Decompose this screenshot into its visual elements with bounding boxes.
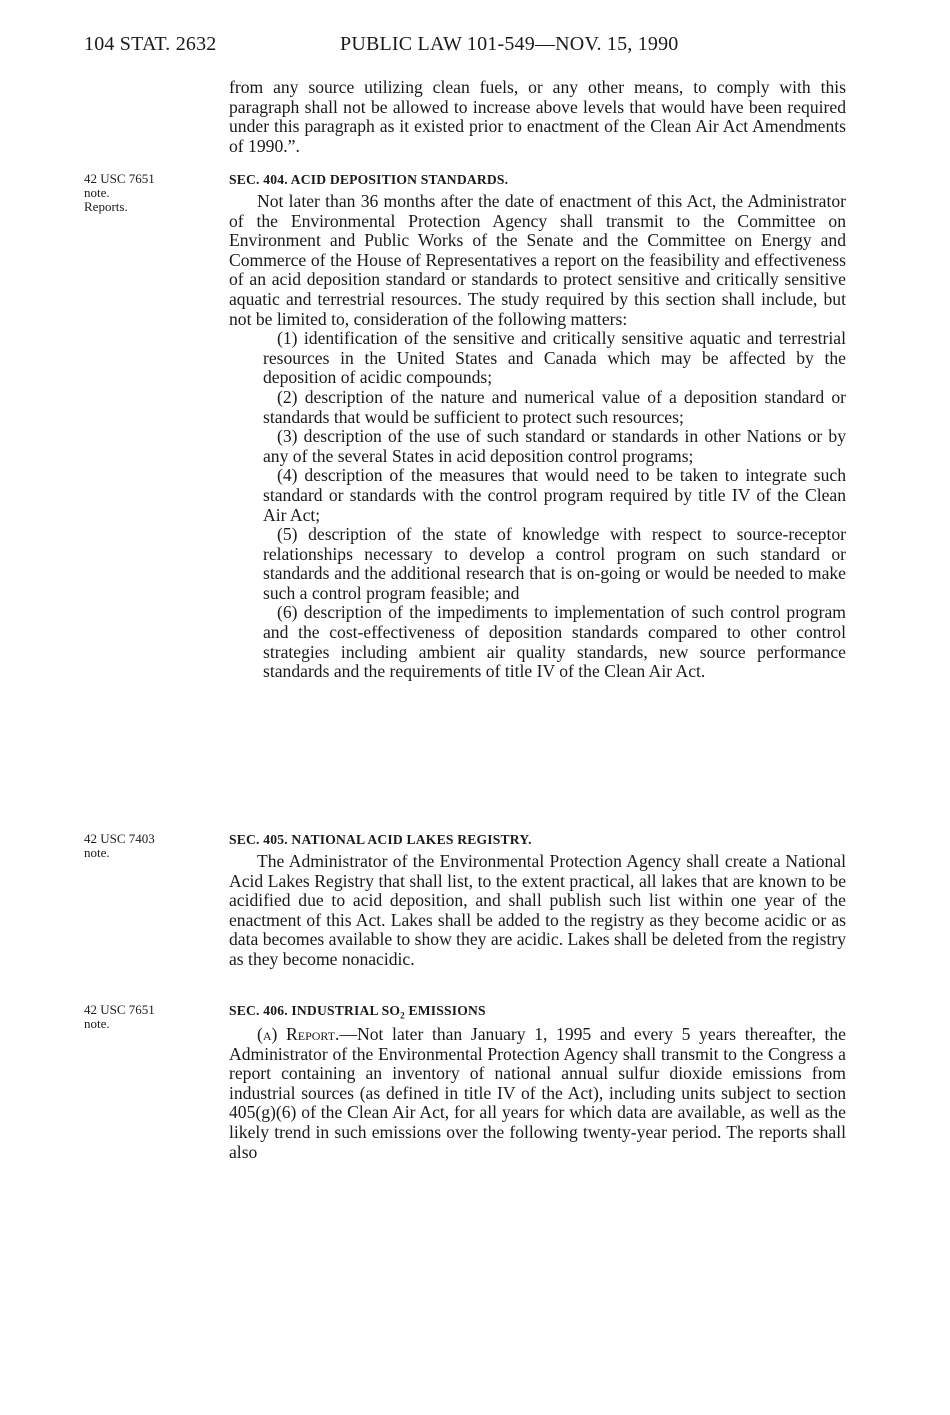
sec406-body xyxy=(229,1025,846,1162)
section-heading-404: SEC. 404. ACID DEPOSITION STANDARDS. xyxy=(229,172,509,187)
sec404-item-5: (5) description of the state of knowledge with respect to source-receptor relationships necessary to develop a control program on such standard or standards and the additional research that is on-going or would be needed to make such a control program feasible; and xyxy=(263,524,846,603)
sec406-paragraph xyxy=(229,1025,846,1162)
intro-paragraph: from any source utilizing clean fuels, or any other means, to comply with this paragraph shall not be allowed to increase above levels that would have been required under this paragraph as it existed prior to enactment of the Clean Air Act Amendments of 1990.”. xyxy=(229,77,846,156)
sec404-body xyxy=(229,192,846,682)
intro-paragraph-block xyxy=(229,78,846,156)
sec405-paragraph: The Administrator of the Environmental Protection Agency shall create a National Acid Lakes Registry that shall list, to the extent practical, all lakes that are known to be acidified due to acid deposition, and shall publish such list within one year of the enactment of this Act. Lakes shall be added to the registry as they become acidic or as data becomes available to show they are acidic. Lakes shall be deleted from the registry as they become nonacidic. xyxy=(229,851,847,969)
sec404-item-2: (2) description of the nature and numerical value of a deposition standard or standards that would be sufficient to protect such resources; xyxy=(263,386,846,427)
public-law-title: PUBLIC LAW 101-549—NOV. 15, 1990 xyxy=(340,33,679,55)
sec404-item-6: (6) description of the impediments to implementation of such control program and the cost-effectiveness of deposition standards compared to other control strategies including ambient air quality standards, new source performance standards and the requirements of title IV of the Clean Air Act. xyxy=(263,602,846,682)
sec406-para-text: —Not later than January 1, 1995 and every 5 years thereafter, the Administrator of the Environmental Protection Agency shall transmit to the Congress a report containing an inventory of national annual sulfur dioxide emissions from industrial sources (as defined in title IV of the Act), including units subject to section 405(g)(6) of the Clean Air Act, for all years for which data are available, as well as the likely trend in such emissions over the following twenty-year period. The reports shall also xyxy=(229,1024,846,1162)
margin-note-line: note. xyxy=(84,845,110,860)
margin-note-line: 42 USC 7651 xyxy=(84,1002,155,1017)
section-heading-406-prefix: SEC. 406. INDUSTRIAL SO xyxy=(229,1003,401,1018)
margin-note-sec405 xyxy=(84,832,209,860)
margin-note-line: note. xyxy=(84,1016,110,1031)
statute-page-number: 104 STAT. 2632 xyxy=(84,33,217,55)
sec404-item-4: (4) description of the measures that would need to be taken to integrate such standard or standards with the control program required by title IV of the Clean Air Act; xyxy=(263,465,846,525)
margin-note-line: Reports. xyxy=(84,199,128,214)
sec404-item-1: (1) identification of the sensitive and critically sensitive aquatic and terrestrial resources in the United States and Canada which may be affected by the deposition of acidic compounds; xyxy=(263,328,846,388)
sec405-body xyxy=(229,852,846,970)
margin-note-line: 42 USC 7403 xyxy=(84,831,155,846)
margin-note-sec404 xyxy=(84,172,209,214)
sec406-para-label: (a) Report. xyxy=(257,1024,340,1044)
margin-note-line: 42 USC 7651 xyxy=(84,171,155,186)
section-heading-406 xyxy=(229,1003,846,1021)
section-heading-406-suffix: EMISSIONS xyxy=(404,1003,486,1018)
margin-note-sec406 xyxy=(84,1003,209,1031)
margin-note-line: note. xyxy=(84,185,110,200)
section-heading-405: SEC. 405. NATIONAL ACID LAKES REGISTRY. xyxy=(229,832,532,847)
section-heading-406-subscript: 2 xyxy=(400,1010,405,1021)
sec404-paragraph: Not later than 36 months after the date of enactment of this Act, the Administrator of the Environmental Protection Agency shall transmit to the Committee on Environment and Public Works of the Senate and the Committee on Energy and Commerce of the House of Representatives a report on the feasibility and effectiveness of an acid deposition standard or standards to protect sensitive and critically sensitive aquatic and terrestrial resources. The study required by this section shall include, but not be limited to, consideration of the following matters: xyxy=(229,191,846,329)
sec404-item-3: (3) description of the use of such standard or standards in other Nations or by any of the several States in acid deposition control programs; xyxy=(263,426,846,466)
